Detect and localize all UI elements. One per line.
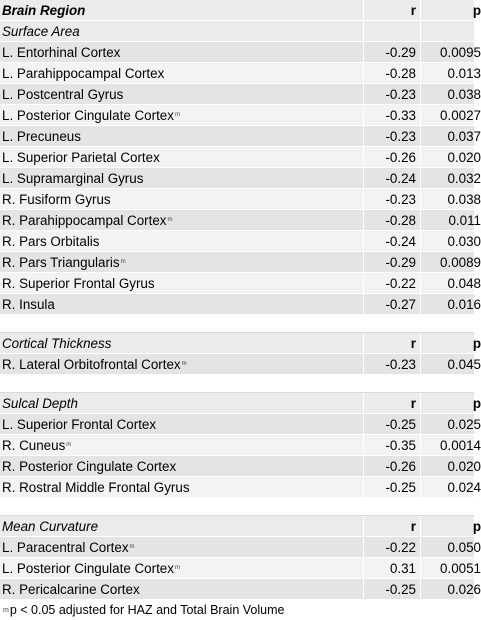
table-row	[0, 537, 481, 558]
significance-marker: m	[181, 361, 187, 367]
table-row	[0, 579, 481, 600]
table-row	[0, 354, 481, 375]
region-cell	[0, 435, 364, 455]
p-value: 0.020	[447, 458, 481, 474]
region-name: R. Rostral Middle Frontal Gyrus	[2, 479, 190, 495]
region-cell	[0, 294, 364, 314]
section-header-row	[0, 333, 481, 354]
table-row	[0, 189, 481, 210]
r-value: -0.25	[364, 579, 421, 599]
region-cell	[0, 126, 364, 146]
region-name: L. Paracentral Cortex	[2, 539, 129, 555]
table-body	[0, 21, 481, 600]
r-value: -0.26	[364, 147, 421, 167]
region-name: R. Pars Triangularis	[2, 254, 120, 270]
table-row	[0, 231, 481, 252]
significance-marker: m	[120, 259, 126, 265]
section-p-label	[421, 21, 481, 41]
section-title: Surface Area	[0, 21, 364, 41]
section-header-row	[0, 21, 474, 42]
r-value: -0.25	[364, 414, 421, 434]
region-cell	[0, 189, 364, 209]
p-value: 0.0095	[440, 44, 481, 60]
r-value: -0.23	[364, 126, 421, 146]
section-r-label: r	[364, 333, 421, 353]
region-cell	[0, 105, 364, 125]
table-row	[0, 63, 481, 84]
footnote	[0, 600, 474, 620]
significance-marker: m	[129, 544, 135, 550]
region-name: R. Insula	[2, 296, 55, 312]
r-value: -0.28	[364, 63, 421, 83]
r-value: -0.27	[364, 294, 421, 314]
region-name: L. Entorhinal Cortex	[2, 44, 121, 60]
r-value: -0.22	[364, 537, 421, 557]
table-row	[0, 435, 481, 456]
region-cell	[0, 537, 364, 557]
section-p-label: p	[472, 335, 481, 351]
table-row	[0, 456, 481, 477]
region-name: R. Parahippocampal Cortex	[2, 212, 167, 228]
p-value: 0.037	[447, 128, 481, 144]
p-value: 0.038	[447, 86, 481, 102]
significance-marker: m	[66, 442, 72, 448]
section-header-row	[0, 393, 481, 414]
table-row	[0, 558, 481, 579]
region-name: R. Cuneus	[2, 437, 66, 453]
region-name: L. Postcentral Gyrus	[2, 86, 124, 102]
p-value: 0.050	[447, 539, 481, 555]
section-title: Mean Curvature	[0, 516, 364, 536]
table-row	[0, 126, 481, 147]
region-name: L. Posterior Cingulate Cortex	[2, 560, 174, 576]
region-name: R. Lateral Orbitofrontal Cortex	[2, 356, 181, 372]
significance-marker: m	[174, 112, 180, 118]
r-value: -0.29	[364, 42, 421, 62]
region-cell	[0, 456, 364, 476]
p-value: 0.045	[447, 356, 481, 372]
table-row	[0, 210, 481, 231]
region-cell	[0, 84, 364, 104]
region-cell	[0, 579, 364, 599]
region-name: L. Superior Frontal Cortex	[2, 416, 157, 432]
section-spacer	[0, 315, 474, 333]
region-name: L. Superior Parietal Cortex	[2, 149, 160, 165]
p-value: 0.026	[447, 581, 481, 597]
region-cell	[0, 231, 364, 251]
p-value: 0.048	[447, 275, 481, 291]
p-value: 0.038	[447, 191, 481, 207]
p-value: 0.030	[447, 233, 481, 249]
r-value: -0.25	[364, 477, 421, 497]
p-value: 0.013	[447, 65, 481, 81]
table-row	[0, 252, 481, 273]
region-name: L. Parahippocampal Cortex	[2, 65, 165, 81]
significance-marker: m	[174, 565, 180, 571]
r-value: -0.29	[364, 252, 421, 272]
region-cell	[0, 273, 364, 293]
table-row	[0, 84, 481, 105]
section-title: Sulcal Depth	[0, 393, 364, 413]
region-name: R. Posterior Cingulate Cortex	[2, 458, 177, 474]
region-name: R. Pars Orbitalis	[2, 233, 100, 249]
r-value: 0.31	[364, 558, 421, 578]
region-name: R. Fusiform Gyrus	[2, 191, 111, 207]
table-row	[0, 42, 481, 63]
region-cell	[0, 414, 364, 434]
section-r-label	[364, 21, 421, 41]
table-row	[0, 414, 481, 435]
footnote-text: p < 0.05 adjusted for HAZ and Total Brain Volume	[9, 603, 285, 617]
p-value: 0.0014	[440, 437, 481, 453]
r-value: -0.35	[364, 435, 421, 455]
r-value: -0.24	[364, 168, 421, 188]
table-row	[0, 294, 481, 315]
region-cell	[0, 252, 364, 272]
section-r-label: r	[364, 393, 421, 413]
region-cell	[0, 42, 364, 62]
table-row	[0, 273, 481, 294]
region-name: L. Supramarginal Gyrus	[2, 170, 144, 186]
header-r: r	[364, 0, 421, 20]
region-cell	[0, 168, 364, 188]
region-cell	[0, 558, 364, 578]
table-row	[0, 168, 481, 189]
p-value: 0.025	[447, 416, 481, 432]
region-name: R. Superior Frontal Gyrus	[2, 275, 155, 291]
region-name: R. Pericalcarine Cortex	[2, 581, 140, 597]
r-value: -0.24	[364, 231, 421, 251]
section-title: Cortical Thickness	[0, 333, 364, 353]
table-row	[0, 147, 481, 168]
section-spacer	[0, 498, 474, 516]
section-p-label: p	[472, 395, 481, 411]
region-cell	[0, 147, 364, 167]
p-value: 0.0051	[440, 560, 481, 576]
r-value: -0.33	[364, 105, 421, 125]
table-row	[0, 105, 481, 126]
region-cell	[0, 354, 364, 374]
region-cell	[0, 63, 364, 83]
p-value: 0.011	[448, 212, 481, 228]
significance-marker: m	[167, 217, 173, 223]
region-name: L. Posterior Cingulate Cortex	[2, 107, 174, 123]
section-spacer	[0, 375, 474, 393]
region-name: L. Precuneus	[2, 128, 81, 144]
r-value: -0.28	[364, 210, 421, 230]
header-brain-region: Brain Region	[0, 0, 364, 20]
r-value: -0.26	[364, 456, 421, 476]
table-row	[0, 477, 481, 498]
section-header-row	[0, 516, 481, 537]
p-value: 0.016	[447, 296, 481, 312]
footnote-marker: m	[3, 606, 9, 614]
region-cell	[0, 210, 364, 230]
p-value: 0.020	[447, 149, 481, 165]
p-value: 0.024	[447, 479, 481, 495]
header-p: p	[472, 2, 481, 18]
section-r-label: r	[364, 516, 421, 536]
r-value: -0.23	[364, 189, 421, 209]
r-value: -0.23	[364, 84, 421, 104]
r-value: -0.23	[364, 354, 421, 374]
region-cell	[0, 477, 364, 497]
r-value: -0.22	[364, 273, 421, 293]
p-value: 0.0027	[440, 107, 481, 123]
p-value: 0.0089	[440, 254, 481, 270]
table-header-row	[0, 0, 481, 21]
section-p-label: p	[472, 518, 481, 534]
p-value: 0.032	[447, 170, 481, 186]
